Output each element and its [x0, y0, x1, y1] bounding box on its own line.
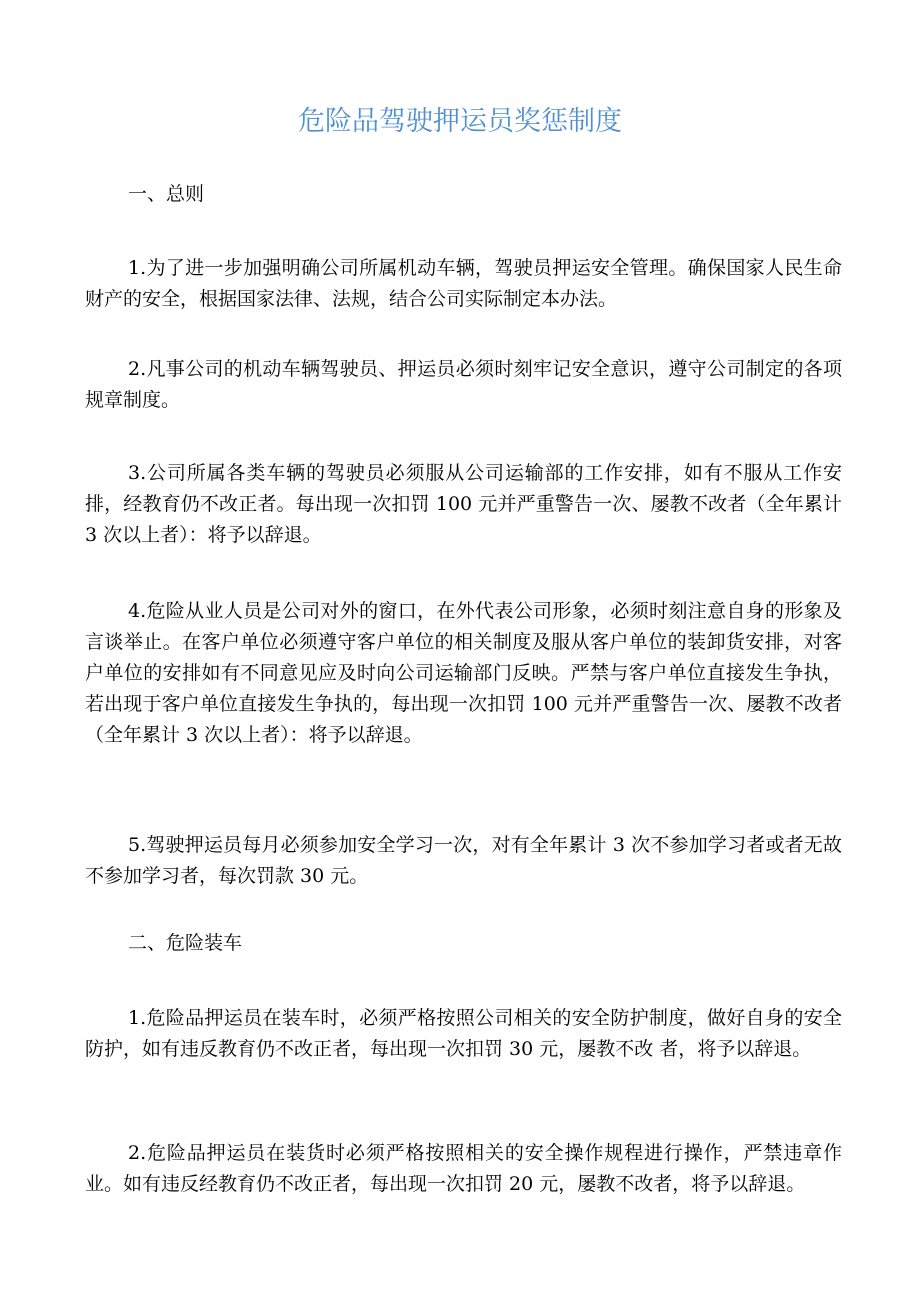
- paragraph-general-1: 1.为了进一步加强明确公司所属机动车辆，驾驶员押运安全管理。确保国家人民生命财产的安全，根据国家法律、法规，结合公司实际制定本办法。: [85, 257, 842, 310]
- paragraph-general-2: 2.凡事公司的机动车辆驾驶员、押运员必须时刻牢记安全意识，遵守公司制定的各项规章制度。: [85, 358, 842, 411]
- paragraph-general-4: 4.危险从业人员是公司对外的窗口，在外代表公司形象，必须时刻注意自身的形象及言谈举止。在客户单位必须遵守客户单位的相关制度及服从客户单位的装卸货安排，对客户单位的安排如有不同意见应及时向公司运输部门反映。严禁与客户单位直接发生争执，若出现于客户单位直接发生争执的，每出现一次扣罚 100 元并严重警告一次、屡教不改者（全年累计 3 次以上者）：将予以辞退。: [85, 600, 842, 746]
- paragraph-general-5: 5.驾驶押运员每月必须参加安全学习一次，对有全年累计 3 次不参加学习者或者无故不参加学习者，每次罚款 30 元。: [85, 834, 842, 887]
- section-heading-loading: 二、危险装车: [128, 932, 243, 954]
- section-heading-general: 一、总则: [128, 183, 205, 205]
- paragraph-loading-1: 1.危险品押运员在装车时，必须严格按照公司相关的安全防护制度，做好自身的安全防护，如有违反教育仍不改正者，每出现一次扣罚 30 元，屡教不改 者，将予以辞退。: [85, 1007, 842, 1060]
- paragraph-general-3: 3.公司所属各类车辆的驾驶员必须服从公司运输部的工作安排，如有不服从工作安排，经教育仍不改正者。每出现一次扣罚 100 元并严重警告一次、屡教不改者（全年累计 3 次以上者）：将予以辞退。: [85, 462, 842, 546]
- document-title: 危险品驾驶押运员奖惩制度: [298, 106, 622, 137]
- paragraph-loading-2: 2.危险品押运员在装货时必须严格按照相关的安全操作规程进行操作，严禁违章作业。如有违反经教育仍不改正者，每出现一次扣罚 20 元，屡教不改者，将予以辞退。: [85, 1142, 842, 1195]
